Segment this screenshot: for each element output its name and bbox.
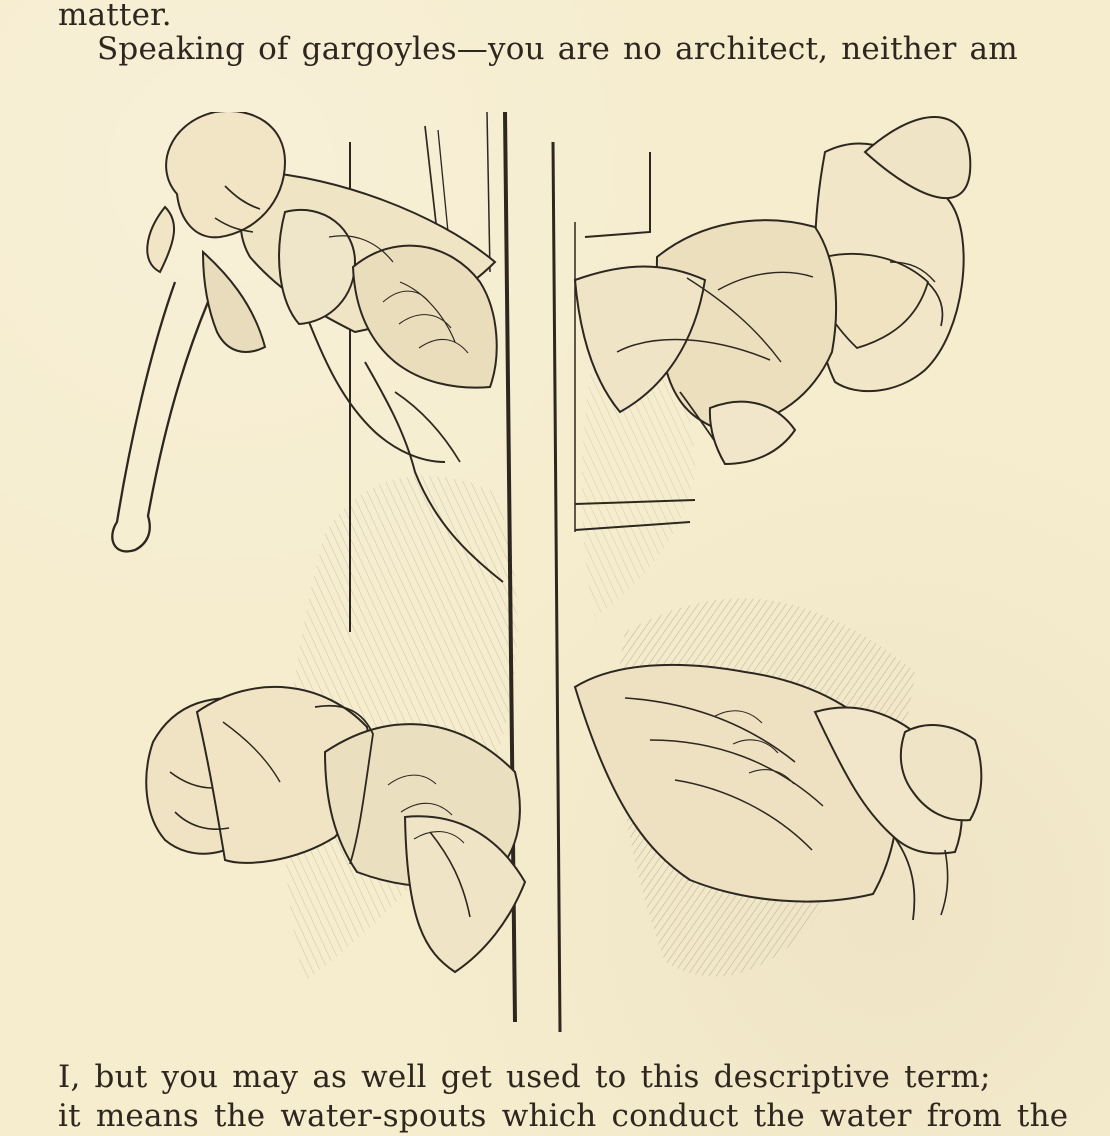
text-line-1: matter. <box>58 0 172 33</box>
text-line-3: I, but you may as well get used to this descriptive term; <box>58 1059 991 1095</box>
text-line-2: Speaking of gargoyles—you are no architect, neither am <box>97 31 1018 67</box>
text-line-4: it means the water-spouts which conduct the water from the <box>58 1098 1069 1134</box>
gargoyles-illustration <box>105 112 1005 1032</box>
